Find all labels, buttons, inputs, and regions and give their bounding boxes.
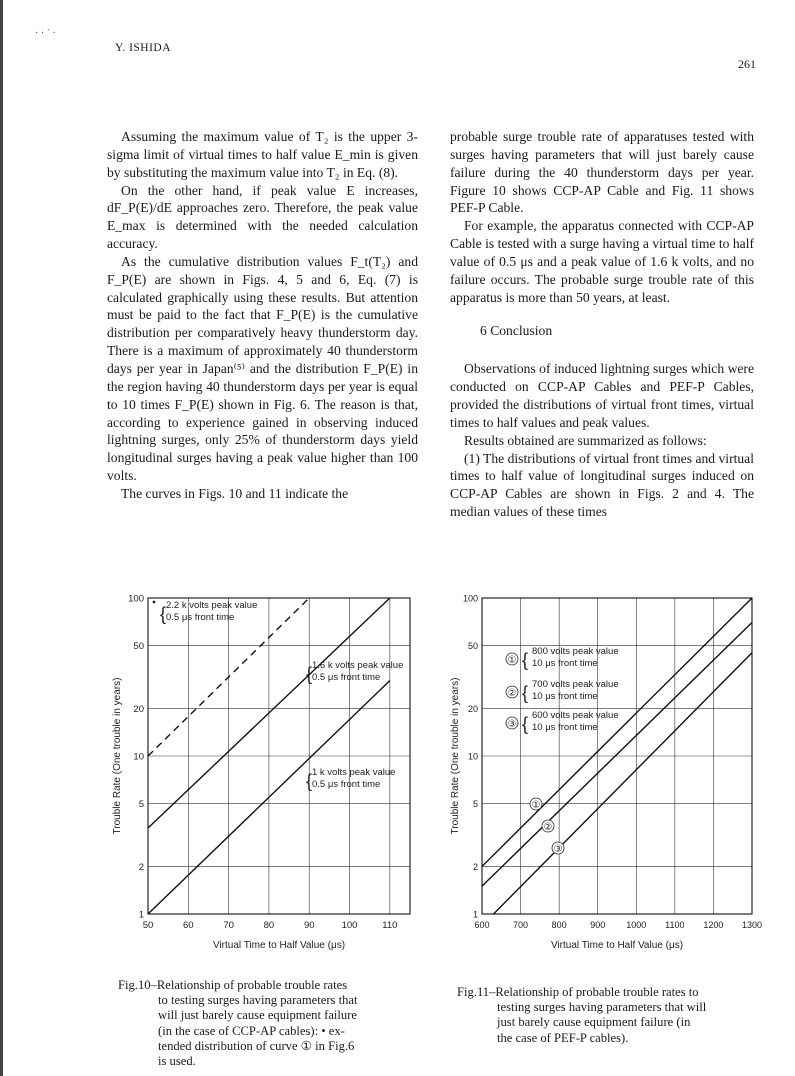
section-heading: 6 Conclusion xyxy=(480,323,553,339)
paragraph: (1) The distributions of virtual front times and virtual times to half value of longitudinal surges induced on CCP-AP Cables are shown in Figs. 2 and 4. The median values of these times xyxy=(450,450,754,520)
x-tick-label: 1300 xyxy=(741,920,763,930)
caption-line: is used. xyxy=(158,1054,196,1069)
caption-line: Fig.10–Relationship of probable trouble rates xyxy=(118,978,348,992)
x-tick-label: 1100 xyxy=(665,920,685,930)
x-tick-label: 110 xyxy=(382,920,398,931)
y-tick-label: 5 xyxy=(472,799,478,810)
annotation-label: 0.5 μs front time xyxy=(166,612,235,623)
annotation-brace: { xyxy=(160,604,167,624)
annotation-label: 1.6 k volts peak value xyxy=(312,660,404,671)
paragraph: As the cumulative distribution values F_t(T₂) and F_P(E) are shown in Figs. 4, 5 and 6, Eq. (7) is calculated graphically using these results. But attention must be paid to the fact that F_P(E) is the cumulative distribution per comparatively heavy thunderstorm day. There is a maximum of approximately 40 thunderstorm days per year in Japan⁽⁵⁾ and the distribution F_P(E) in the region having 40 thunderstorm days per year is equal to 10 times F_P(E) shown in Fig. 6. The reason is that, according to experience gained in observing induced lightning surges, only 25% of thunderstorm days yield longitudinal surges having a peak value higher than 100 volts. xyxy=(107,253,418,484)
page-number: 261 xyxy=(738,57,756,71)
chart-svg xyxy=(106,592,422,964)
caption-line: the case of PEF-P cables). xyxy=(497,1030,629,1045)
y-tick-label: 5 xyxy=(138,799,144,811)
page-edge-rule xyxy=(0,0,3,1076)
y-tick-label: 2 xyxy=(138,861,144,873)
y-tick-label: 10 xyxy=(133,751,144,763)
series-marker: ① xyxy=(531,800,541,811)
x-tick-label: 800 xyxy=(551,920,567,930)
caption-line: (in the case of CCP-AP cables): • ex- xyxy=(158,1023,345,1038)
y-tick-label: 100 xyxy=(462,593,478,604)
annotation-brace: { xyxy=(306,664,313,684)
paragraph: Assuming the maximum value of T₂ is the upper 3-sigma limit of virtual times to half value E_min is given by substituting the maximum value into T₂ in Eq. (8). xyxy=(107,129,418,180)
extended-distribution-marker xyxy=(153,601,156,604)
annotation-label: 1 k volts peak value xyxy=(312,767,396,778)
y-axis-label: Trouble Rate (One trouble in years) xyxy=(450,677,461,835)
x-tick-label: 1000 xyxy=(626,920,647,930)
caption-line: tended distribution of curve ① in Fig.6 xyxy=(158,1038,355,1053)
paragraph: Observations of induced lightning surges which were conducted on CCP-AP Cables and PEF-P Cables, provided the distributions of virtual front times, virtual times to half values and peak values. xyxy=(450,361,754,430)
annotation-label: 600 volts peak value xyxy=(532,710,619,721)
annotation-label: 10 μs front time xyxy=(532,722,598,733)
y-tick-label: 20 xyxy=(467,703,478,714)
annotation-marker: ③ xyxy=(507,719,517,730)
right-text-column xyxy=(450,128,754,521)
x-tick-label: 80 xyxy=(263,920,275,931)
y-axis-label: Trouble Rate (One trouble in years) xyxy=(112,677,123,835)
y-tick-label: 2 xyxy=(472,861,478,872)
paragraph: Results obtained are summarized as follows: xyxy=(464,432,707,448)
x-tick-label: 600 xyxy=(474,920,490,930)
caption-line: will just barely cause equipment failure xyxy=(158,1008,357,1023)
paragraph: On the other hand, if peak value E increases, dF_P(E)/dE approaches zero. Therefore, the peak value E_max is determined with the needed calculation accuracy. xyxy=(107,182,418,252)
paragraph: For example, the apparatus connected with CCP-AP Cable is tested with a surge having a virtual time to half value of 0.5 μs and a peak value of 1.6 k volts, and no failure occurs. The probable surge trouble rate of this apparatus is more than 50 years, at least. xyxy=(450,218,754,305)
y-tick-label: 50 xyxy=(467,641,478,652)
y-tick-label: 20 xyxy=(133,703,144,715)
figure-10-chart xyxy=(106,592,422,964)
figure-11-caption xyxy=(457,985,757,1046)
annotation-label: 2.2 k volts peak value xyxy=(166,600,258,611)
annotation-brace: { xyxy=(522,683,529,703)
series-marker: ② xyxy=(543,822,553,833)
y-tick-label: 10 xyxy=(467,751,478,762)
annotation-label: 800 volts peak value xyxy=(532,646,619,657)
y-tick-label: 100 xyxy=(128,593,144,605)
annotation-label: 10 μs front time xyxy=(532,658,598,669)
figure-10-caption xyxy=(118,978,418,1069)
x-tick-label: 1200 xyxy=(703,920,724,930)
annotation-label: 0.5 μs front time xyxy=(312,672,381,683)
x-axis-label: Virtual Time to Half Value (μs) xyxy=(212,940,346,951)
annotation-label: 0.5 μs front time xyxy=(312,779,381,790)
x-tick-label: 60 xyxy=(183,920,194,931)
caption-line: testing surges having parameters that will xyxy=(497,1000,707,1015)
y-tick-label: 50 xyxy=(133,641,144,653)
x-tick-label: 900 xyxy=(590,920,606,930)
x-tick-label: 100 xyxy=(341,920,358,931)
caption-line: just barely cause equipment failure (in xyxy=(497,1015,691,1030)
annotation-label: 10 μs front time xyxy=(532,691,598,702)
x-tick-label: 50 xyxy=(142,920,154,931)
y-tick-label: 1 xyxy=(138,909,144,921)
annotation-marker: ① xyxy=(507,655,517,666)
series-marker: ③ xyxy=(553,844,563,855)
y-tick-label: 1 xyxy=(472,909,478,920)
x-axis-label: Virtual Time to Half Value (μs) xyxy=(550,940,684,951)
figure-11-chart xyxy=(448,592,770,964)
annotation-brace: { xyxy=(522,650,529,670)
annotation-marker: ② xyxy=(507,688,517,699)
caption-line: Fig.11–Relationship of probable trouble rates to xyxy=(457,985,699,999)
annotation-brace: { xyxy=(522,714,529,734)
paragraph: The curves in Figs. 10 and 11 indicate the xyxy=(121,485,349,501)
chart-svg xyxy=(448,592,770,964)
ink-speck: · · ˙ · xyxy=(35,28,56,39)
left-text-column xyxy=(107,128,418,503)
x-tick-label: 70 xyxy=(223,920,234,931)
paragraph: probable surge trouble rate of apparatuses tested with surges having parameters that will just barely cause failure during the 40 thunderstorm days per year. Figure 10 shows CCP-AP Cable and Fig. 11 shows PEF-P Cable. xyxy=(450,129,754,216)
x-tick-label: 90 xyxy=(303,920,315,931)
annotation-brace: { xyxy=(306,771,313,791)
annotation-label: 700 volts peak value xyxy=(532,679,619,690)
running-header-author: Y. ISHIDA xyxy=(115,42,172,54)
caption-line: to testing surges having parameters that xyxy=(158,993,358,1008)
x-tick-label: 700 xyxy=(513,920,529,930)
